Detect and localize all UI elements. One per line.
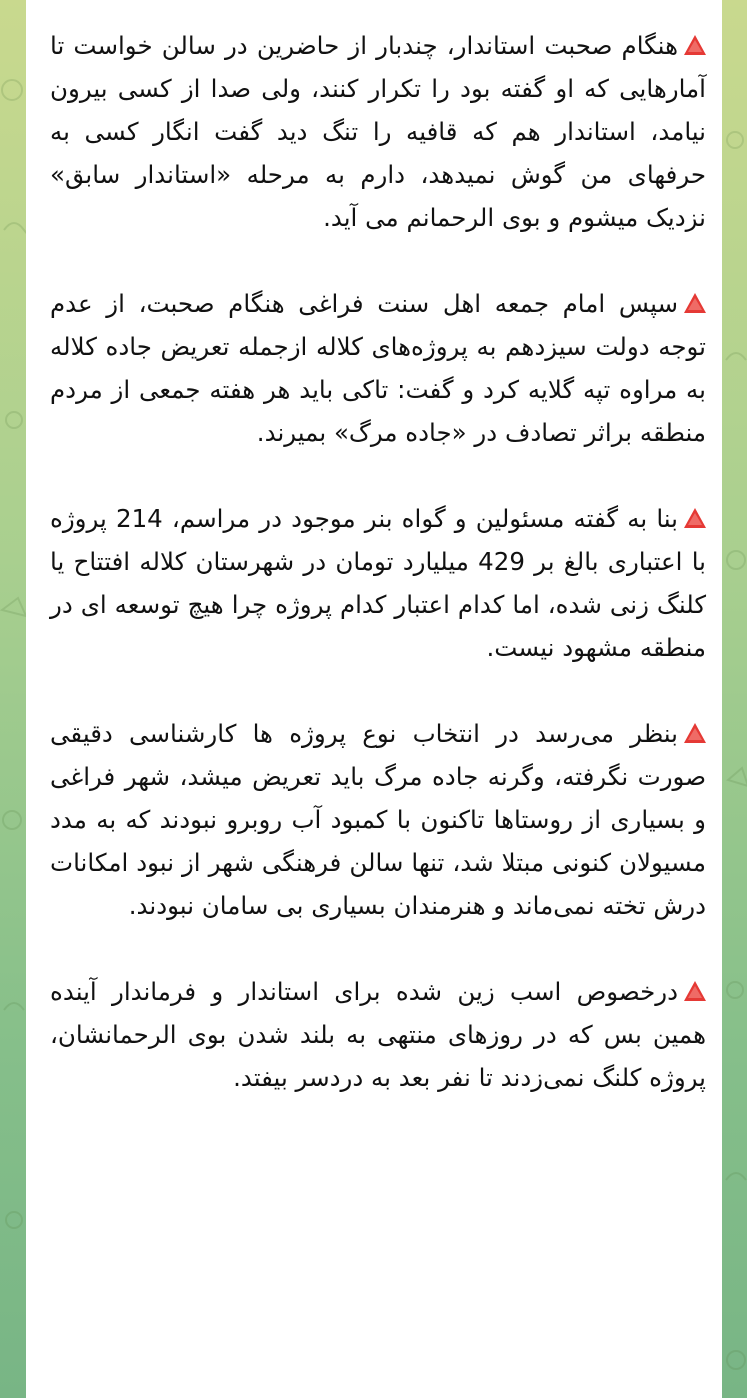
red-triangle-icon [684,723,706,743]
message-bubble[interactable] [26,0,722,1398]
paragraph-text: بنا به گفته مسئولین و گواه بنر موجود در مراسم، 214 پروژه با اعتباری بالغ بر 429 میلیارد تومان در شهرستان کلاله افتتاح یا کلنگ زنی شده، اما کدام اعتبار کدام پروژه چرا هیچ توسعه ای در منطقه مشهود نیست. [50,504,706,662]
paragraph-text: بنظر می‌رسد در انتخاب نوع پروژه ها کارشناسی دقیقی صورت نگرفته، وگرنه جاده مرگ باید تعریض میشد، شهر فراغی و بسیاری از روستاها تاکنون با کمبود آب روبرو نبودند که به مدد مسیولان کنونی مبتلا شد، تنها سالن فرهنگی شهر از نبود امکانات درش تخته نمی‌ماند و هنرمندان بسیاری بی سامان نبودند. [50,719,706,920]
message-paragraph [50,24,706,239]
red-triangle-icon [684,35,706,55]
paragraph-text: هنگام صحبت استاندار، چندبار از حاضرین در سالن خواست تا آمارهایی که او گفته بود را تکرار کنند، ولی صدا از کسی بیرون نیامد، استاندار هم که قافیه را تنگ دید گفت انگار کسی به حرفهای من گوش نمیدهد، دارم به مرحله «استاندار سابق» نزدیک میشوم و بوی الرحمانم می آید. [50,31,706,232]
red-triangle-icon [684,508,706,528]
message-paragraph [50,712,706,927]
paragraph-text: درخصوص اسب زین شده برای استاندار و فرماندار آینده همین بس که در روزهای منتهی به بلند شدن بوی الرحمانشان، پروژه کلنگ نمی‌زدند تا نفر بعد به دردسر بیفتد. [50,977,706,1092]
paragraph-text: سپس امام جمعه اهل سنت فراغی هنگام صحبت، از عدم توجه دولت سیزدهم به پروژه‌های کلاله ازجمله تعریض جاده کلاله به مراوه تپه گلایه کرد و گفت: تاکی باید هر هفته جمعی از مردم منطقه براثر تصادف در «جاده مرگ» بمیرند. [50,289,706,447]
message-text [50,24,706,1099]
red-triangle-icon [684,293,706,313]
message-paragraph [50,497,706,669]
red-triangle-icon [684,981,706,1001]
message-paragraph [50,282,706,454]
message-paragraph [50,970,706,1099]
